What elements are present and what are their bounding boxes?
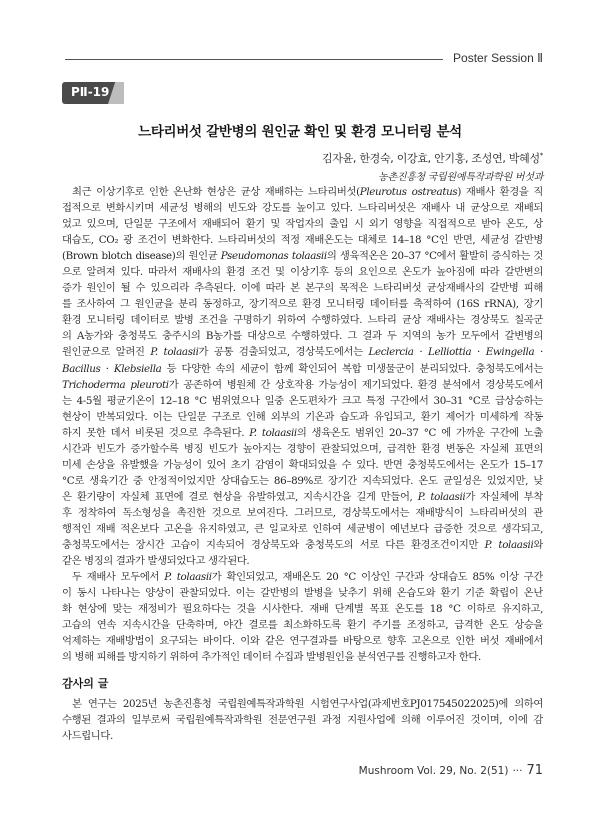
- text-segment: 화 현상에 맞는 재정비가 필요하다는 것을 시사한다. 재배 단계별 목표 온도를 18 °C 이하로 유지하고,: [62, 603, 543, 616]
- text-line: [62, 633, 543, 649]
- text-line: [62, 649, 543, 665]
- poster-number: PⅡ-19: [71, 85, 110, 99]
- footer-separator: ···: [512, 765, 523, 777]
- text-segment: 후 정착하여 독소형성을 촉진한 것으로 보여진다. 그러므로, 경상북도에서는 재배방식이 느타리버섯의 관: [62, 506, 543, 519]
- text-segment: 본 연구는 2025년 농촌진흥청 국립원예특작과학원 시험연구사업(과제번호PJ017545022025)에 의하여: [72, 698, 543, 710]
- text-segment: 같은 병징의 결과가 발생되었다고 생각된다.: [62, 555, 250, 568]
- text-segment: 사드립니다.: [62, 730, 113, 743]
- text-line: [62, 521, 543, 537]
- corresponding-mark: *: [539, 151, 543, 160]
- text-segment: 원인균으로 알려진: [62, 346, 151, 359]
- text-segment: 미세 손상을 유발했을 가능성이 있어 초기 감염이 확대되었을 수 있다. 반면 충청북도에서는 온도가 15–17: [62, 458, 543, 471]
- acknowledgement-heading: 감사의 글: [62, 677, 109, 690]
- text-segment: 접적으로 변화시키며 세균성 병해의 빈도와 강도를 높이고 있다. 느타리버섯은 재배사 내 균상으로 재배되: [62, 202, 543, 215]
- text-line: [62, 505, 543, 521]
- text-line: [62, 569, 543, 585]
- session-label: Poster Session Ⅱ: [453, 51, 543, 65]
- text-line: [62, 312, 543, 328]
- text-line: [62, 553, 543, 569]
- text-segment: 하지 못한 데서 비롯된 것으로 추측된다.: [62, 426, 250, 439]
- text-segment: 의 생육적온은 20–37 °C에서 활발히 증식하는 것: [326, 250, 543, 263]
- italic-term: Lelliottia: [428, 346, 472, 359]
- text-line: [62, 696, 543, 712]
- text-segment: 등 다양한 속의 세균이 함께 확인되어 복합 미생물군이 분리되었다. 충청북도에서는: [161, 362, 543, 375]
- abstract-paragraph-2: [62, 569, 543, 665]
- text-line: [62, 489, 543, 505]
- page-number: 71: [526, 763, 543, 778]
- text-segment: 증가 원인이 될 수 있으리라 추측된다. 이에 따라 본 본구의 목적은 느타리버섯 균상재배사의 갈반병 피해: [62, 282, 543, 295]
- italic-term: Ewingella: [485, 346, 535, 359]
- text-line: [62, 264, 543, 280]
- italic-term: Leclercia: [368, 346, 414, 359]
- text-segment: 가 자실체에 부착: [465, 490, 543, 503]
- italic-term: P. tolaasii: [484, 539, 534, 552]
- text-segment: 가 확인되었고, 재배온도 20 °C 이상인 구간과 상대습도 85% 이상 구간: [211, 571, 543, 583]
- page-footer: [359, 763, 543, 778]
- text-line: [62, 473, 543, 489]
- text-segment: 의 생육온도 범위인 20–37 °C 에 가까운 구간에 노출: [296, 426, 543, 439]
- text-segment: ·: [471, 346, 486, 359]
- author-names: 김자윤, 한경숙, 이강효, 안기홍, 조성연, 박혜성: [321, 152, 540, 165]
- text-line: [62, 393, 543, 409]
- text-segment: ·: [100, 362, 114, 375]
- abstract-paragraph-1: [62, 184, 543, 569]
- text-line: [62, 248, 543, 264]
- text-line: [62, 296, 543, 312]
- text-line: [62, 409, 543, 425]
- text-line: [62, 377, 543, 393]
- text-segment: ·: [413, 346, 429, 359]
- text-line: [62, 344, 543, 360]
- text-line: [62, 617, 543, 633]
- text-segment: 와: [533, 539, 543, 552]
- text-segment: 를 조사하여 그 원인균을 분리 동정하고, 장기적으로 환경 모니터링 데이터를 축적하여 (16S rRNA), 장기: [62, 298, 543, 311]
- italic-term: P. tolaasii: [249, 426, 297, 439]
- text-line: [62, 425, 543, 441]
- text-segment: 억제하는 재배방법이 요구되는 바이다. 이와 같은 연구결과를 바탕으로 향후 고온으로 인한 버섯 재배에서: [62, 635, 543, 648]
- text-segment: °C로 생육기간 중 안정적이었지만 상대습도는 86–89%로 장기간 지속되었다. 온도 균일성은 있었지만, 낮: [62, 474, 543, 487]
- text-line: [62, 200, 543, 216]
- text-segment: 현상이 반복되었다. 이는 단일문 구조로 인해 외부의 기온과 습도과 유입되고, 환기 제어가 미세하게 작동: [62, 410, 543, 423]
- text-line: [62, 328, 543, 344]
- authors: [322, 150, 543, 166]
- affiliation: 농촌진흥청 국립원예특작과학원 버섯과: [378, 172, 543, 183]
- text-segment: 었고 있으며, 단일문 구조에서 재배되어 환기 및 작업자의 출입 시 외기 영향을 직접적으로 받아 온도, 상: [62, 218, 543, 231]
- text-line: [62, 361, 543, 377]
- text-segment: (Brown blotch disease)의 원인균: [62, 250, 221, 263]
- poster-badge: [62, 82, 124, 104]
- text-line: [62, 457, 543, 473]
- text-line: [62, 216, 543, 232]
- badge-slash-decoration: [108, 82, 124, 104]
- text-line: [62, 441, 543, 457]
- italic-term: P. tolaasii: [164, 571, 212, 583]
- header-rule: [65, 59, 443, 60]
- text-segment: 시간과 빈도가 증가할수록 병징 빈도가 높아지는 경향이 관찰되었으며, 급격한 환경 변동은 자실체 표면의: [62, 442, 543, 455]
- text-segment: 가 공존하여 병원체 간 상호작용 가능성이 제기되었다. 환경 분석에서 경상북도에서: [168, 378, 543, 391]
- text-line: [62, 728, 543, 744]
- text-segment: 의 병해 피해를 방지하기 위하여 추가적인 데이터 수집과 발병원인을 분석연구를 진행하고자 한다.: [62, 651, 481, 664]
- text-line: [62, 712, 543, 728]
- italic-term: Klebsiella: [113, 362, 162, 375]
- text-segment: 가 공통 검출되었고, 경상북도에서는: [198, 346, 369, 359]
- text-segment: ·: [534, 346, 543, 359]
- text-segment: 이 동시 나타나는 양상이 관찰되었다. 이는 갈반병의 발병을 낮추기 위해 온습도와 환기 기준 확립이 온난: [62, 587, 543, 600]
- text-segment: 수행된 결과의 일부로써 국립원예특작과학원 전문연구원 과정 지원사업에 의해 이루어진 것이며, 이에 감: [62, 714, 543, 727]
- text-line: [62, 601, 543, 617]
- text-line: [62, 585, 543, 601]
- acknowledgement-paragraph: [62, 696, 543, 744]
- text-segment: 의 A농가와 충청북도 충주시의 B농가를 대상으로 수행하였다. 그 결과 두 지역의 농가 모두에서 갈변병의: [62, 330, 543, 343]
- text-segment: 충청북도에서는 장시간 고습이 지속되어 경상북도와 충청북도의 서로 다른 환경조건이지만: [62, 539, 485, 552]
- text-segment: 는 4-5월 평균기온이 12–18 °C 범위였으나 일중 온도편차가 크고 특정 구간에서 30–31 °C로 급상승하는: [62, 394, 543, 407]
- text-segment: 으로 알려져 있다. 따라서 재배사의 환경 조건 및 이상기후 등의 요인으로 온도가 높아짐에 따라 갈반변의: [62, 266, 543, 279]
- text-line: [62, 280, 543, 296]
- italic-term: Trichoderma pleuroti: [62, 378, 169, 391]
- text-segment: 은 환기량이 자실체 표면에 결로 현상을 유발하였고, 지속시간을 길게 만들어,: [62, 490, 418, 503]
- italic-term: Pleurotus ostreatus: [359, 186, 458, 198]
- text-segment: ) 재배사 환경을 직: [457, 186, 543, 198]
- italic-term: Pseudomonas tolaasii: [220, 250, 327, 263]
- paper-title: 느타리버섯 갈반병의 원인균 확인 및 환경 모니터링 분석: [138, 124, 462, 140]
- italic-term: Bacillus: [62, 362, 101, 375]
- text-segment: 고습의 연속 지속시간을 단축하며, 야간 결로를 최소화하도록 환기 주기를 조정하고, 급격한 온도 상승을: [62, 619, 543, 632]
- text-line: [62, 184, 543, 200]
- text-segment: 대습도, CO₂ 광 조건이 변화한다. 느타리버섯의 적정 재배온도는 대체로 14–18 °C인 반면, 세균성 갈반병: [62, 234, 543, 247]
- italic-term: P. tolaasii: [150, 346, 199, 359]
- text-line: [62, 232, 543, 248]
- text-segment: 최근 이상기후로 인한 온난화 현상은 균상 재배하는 느타리버섯(: [72, 186, 360, 198]
- journal-citation: Mushroom Vol. 29, No. 2(51): [358, 765, 509, 777]
- text-segment: 환경 모니터링 데이터로 발병 조건을 구명하기 위하여 수행하였다. 느타리 균상 재배사는 경상북도 칠곡군: [62, 314, 543, 327]
- text-segment: 두 재배사 모두에서: [72, 571, 165, 583]
- text-segment: 행적인 재배 적온보다 고온을 유지하였고, 큰 일교차로 인하여 세균병이 예년보다 급증한 것으로 생각되고,: [62, 522, 543, 535]
- text-line: [62, 537, 543, 553]
- italic-term: P. tolaasii: [417, 490, 466, 503]
